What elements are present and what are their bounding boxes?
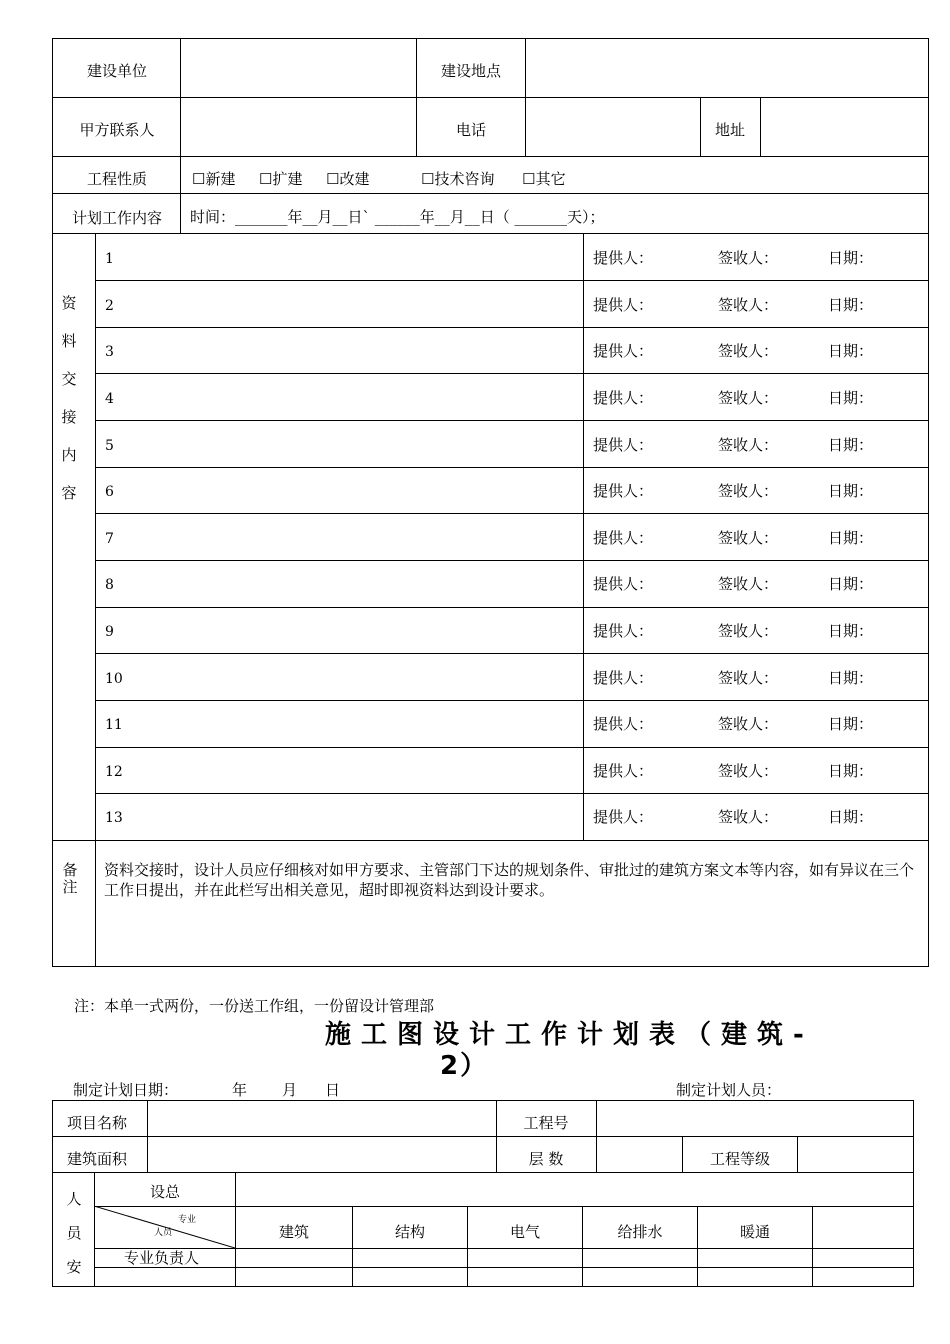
- date-label[interactable]: 日期：: [828, 249, 874, 267]
- project-name-label: 项目名称: [67, 1114, 128, 1132]
- provider-label[interactable]: 提供人：: [593, 669, 654, 687]
- project-number-field[interactable]: [598, 1102, 912, 1135]
- checkbox-expand[interactable]: ☐扩建: [259, 170, 303, 188]
- date-label[interactable]: 日期：: [828, 436, 874, 454]
- provider-label[interactable]: 提供人：: [593, 715, 654, 733]
- checkbox-consulting[interactable]: ☐技术咨询: [421, 170, 495, 188]
- building-area-label: 建筑面积: [67, 1150, 128, 1168]
- client-contact-field[interactable]: [182, 99, 414, 155]
- staff-arrangement-side-label: 人 员 安: [66, 1190, 82, 1276]
- date-label[interactable]: 日期：: [828, 529, 874, 547]
- item-number: 6: [105, 484, 114, 500]
- phone-field[interactable]: [527, 99, 699, 155]
- building-area-field[interactable]: [149, 1138, 494, 1171]
- page-title-line2: 2）: [440, 1051, 489, 1081]
- diagonal-header-staff: 人员: [154, 1228, 173, 1238]
- item-number: 1: [105, 251, 114, 267]
- diagonal-divider: [94, 1206, 235, 1248]
- plan-date-day[interactable]: 日: [325, 1081, 341, 1099]
- construction-location-field[interactable]: [527, 40, 927, 96]
- item-number: 13: [105, 810, 123, 826]
- date-label[interactable]: 日期：: [828, 762, 874, 780]
- item-number: 3: [105, 344, 114, 360]
- construction-unit-label: 建设单位: [86, 62, 148, 80]
- provider-label[interactable]: 提供人：: [593, 296, 654, 314]
- item-number: 9: [105, 624, 114, 640]
- remarks-side-label: 备 注: [62, 861, 78, 896]
- discipline-architecture: 建筑: [278, 1223, 310, 1241]
- date-label[interactable]: 日期：: [828, 575, 874, 593]
- date-label[interactable]: 日期：: [828, 715, 874, 733]
- item-number: 10: [105, 671, 123, 687]
- chief-designer-label: 设总: [150, 1183, 181, 1201]
- receiver-label[interactable]: 签收人：: [718, 622, 779, 640]
- page-title: 施工图设计工作计划表（建筑-: [325, 1020, 814, 1050]
- item-number: 2: [105, 298, 114, 314]
- receiver-label[interactable]: 签收人：: [718, 808, 779, 826]
- project-grade-field[interactable]: [799, 1138, 912, 1171]
- discipline-electrical: 电气: [509, 1223, 541, 1241]
- receiver-label[interactable]: 签收人：: [718, 436, 779, 454]
- provider-label[interactable]: 提供人：: [593, 622, 654, 640]
- receiver-label[interactable]: 签收人：: [718, 715, 779, 733]
- date-label[interactable]: 日期：: [828, 342, 874, 360]
- discipline-lead-label: 专业负责人: [124, 1249, 200, 1267]
- diagonal-header-discipline: 专业: [178, 1215, 197, 1225]
- construction-unit-field[interactable]: [182, 40, 414, 96]
- checkbox-new[interactable]: ☐新建: [192, 170, 236, 188]
- plan-date-month[interactable]: 月: [282, 1081, 298, 1099]
- chief-designer-field[interactable]: [237, 1174, 912, 1205]
- item-number: 5: [105, 438, 114, 454]
- receiver-label[interactable]: 签收人：: [718, 529, 779, 547]
- provider-label[interactable]: 提供人：: [593, 389, 654, 407]
- footnote: 注：本单一式两份，一份送工作组，一份留设计管理部: [74, 997, 435, 1015]
- item-number: 12: [105, 764, 123, 780]
- date-label[interactable]: 日期：: [828, 808, 874, 826]
- planned-work-time[interactable]: 时间：_______年__月__日` ______年__月__日（ _______天）；: [190, 208, 605, 226]
- project-nature-label: 工程性质: [86, 170, 148, 188]
- date-label[interactable]: 日期：: [828, 296, 874, 314]
- address-field[interactable]: [762, 99, 927, 155]
- item-number: 7: [105, 531, 114, 547]
- date-label[interactable]: 日期：: [828, 669, 874, 687]
- handover-content-side-label: 资 料 交 接 内 容: [61, 294, 77, 502]
- receiver-label[interactable]: 签收人：: [718, 389, 779, 407]
- provider-label[interactable]: 提供人：: [593, 249, 654, 267]
- provider-label[interactable]: 提供人：: [593, 342, 654, 360]
- receiver-label[interactable]: 签收人：: [718, 482, 779, 500]
- client-contact-label: 甲方联系人: [79, 121, 155, 139]
- provider-label[interactable]: 提供人：: [593, 575, 654, 593]
- provider-label[interactable]: 提供人：: [593, 482, 654, 500]
- item-number: 11: [105, 717, 123, 733]
- floors-field[interactable]: [598, 1138, 681, 1171]
- project-number-label: 工程号: [523, 1114, 569, 1132]
- discipline-plumbing: 给排水: [617, 1223, 663, 1241]
- remarks-text: 资料交接时，设计人员应仔细核对如甲方要求、主管部门下达的规划条件、审批过的建筑方案文本等内容，如有异议在三个工作日提出，并在此栏写出相关意见，超时即视资料达到设计要求。: [104, 861, 915, 899]
- planner-label: 制定计划人员：: [676, 1081, 782, 1099]
- date-label[interactable]: 日期：: [828, 482, 874, 500]
- provider-label[interactable]: 提供人：: [593, 762, 654, 780]
- checkbox-renovate[interactable]: ☐改建: [326, 170, 370, 188]
- receiver-label[interactable]: 签收人：: [718, 342, 779, 360]
- date-label[interactable]: 日期：: [828, 389, 874, 407]
- plan-date-label: 制定计划日期：: [73, 1081, 179, 1099]
- receiver-label[interactable]: 签收人：: [718, 669, 779, 687]
- receiver-label[interactable]: 签收人：: [718, 575, 779, 593]
- project-name-field[interactable]: [149, 1102, 494, 1135]
- provider-label[interactable]: 提供人：: [593, 808, 654, 826]
- item-number: 8: [105, 577, 114, 593]
- plan-date-year[interactable]: 年: [232, 1081, 248, 1099]
- address-label: 地址: [714, 121, 746, 139]
- provider-label[interactable]: 提供人：: [593, 436, 654, 454]
- item-number: 4: [105, 391, 114, 407]
- discipline-hvac: 暖通: [739, 1223, 771, 1241]
- discipline-structure: 结构: [394, 1223, 426, 1241]
- checkbox-other[interactable]: ☐其它: [522, 170, 566, 188]
- receiver-label[interactable]: 签收人：: [718, 762, 779, 780]
- date-label[interactable]: 日期：: [828, 622, 874, 640]
- construction-location-label: 建设地点: [440, 62, 502, 80]
- phone-label: 电话: [455, 121, 487, 139]
- provider-label[interactable]: 提供人：: [593, 529, 654, 547]
- project-grade-label: 工程等级: [709, 1150, 771, 1168]
- planned-work-label: 计划工作内容: [71, 209, 163, 227]
- floors-label: 层 数: [528, 1150, 564, 1168]
- receiver-label[interactable]: 签收人：: [718, 249, 779, 267]
- project-nature-options: [192, 172, 566, 187]
- receiver-label[interactable]: 签收人：: [718, 296, 779, 314]
